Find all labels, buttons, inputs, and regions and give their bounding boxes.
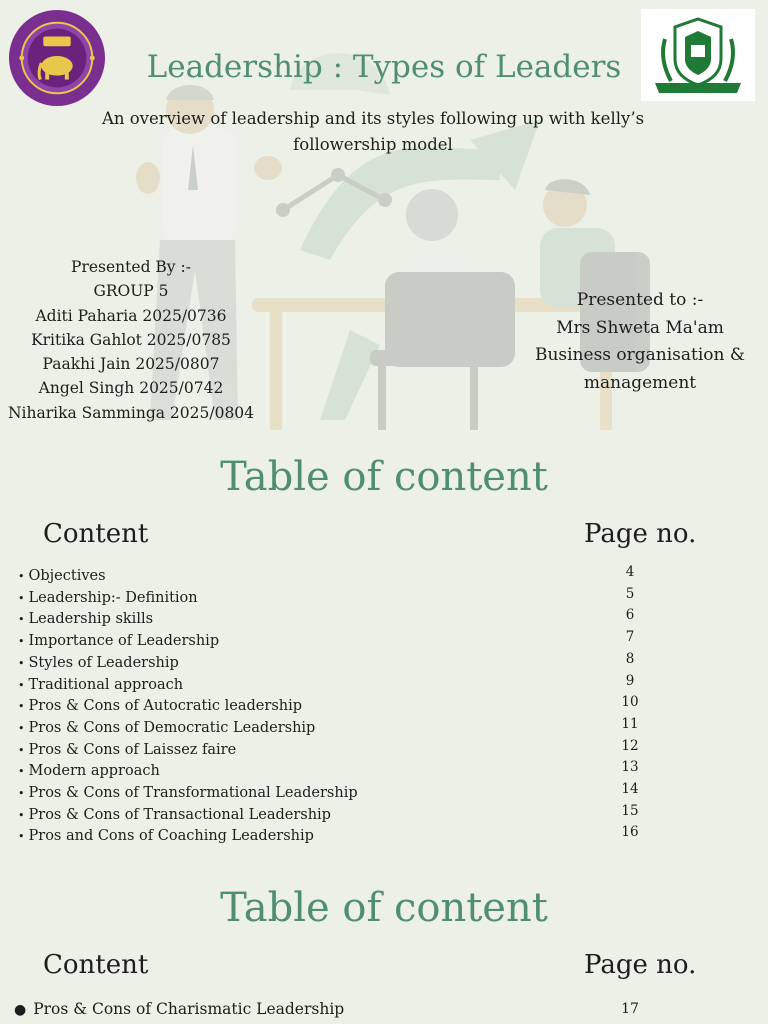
subtitle-line: followership model <box>293 135 453 154</box>
toc-item: • Pros & Cons of Transformational Leadership <box>18 783 358 805</box>
toc-item: • Pros & Cons of Autocratic leadership <box>18 696 358 718</box>
page-column-header: Page no. <box>584 519 697 549</box>
subject-line: Business organisation & <box>534 345 746 365</box>
toc-page-number: 17 <box>621 1001 639 1017</box>
toc-page-number: 11 <box>621 715 639 732</box>
toc-title: Table of content <box>220 885 548 931</box>
content-column-header: Content <box>43 950 149 980</box>
subject-line: management <box>583 372 697 393</box>
toc-title: Table of content <box>220 454 548 500</box>
toc-page-number: 12 <box>621 737 639 754</box>
toc-item: • Traditional approach <box>18 675 358 697</box>
teacher-name: Mrs Shweta Ma'am <box>556 317 724 338</box>
page-column-header: Page no. <box>584 950 697 980</box>
content-column-header: Content <box>43 519 149 549</box>
toc-item: • Pros and Cons of Coaching Leadership <box>18 826 358 848</box>
presentation-title: Leadership : Types of Leaders <box>146 49 622 85</box>
toc-item-label: Pros & Cons of Charismatic Leadership <box>33 1000 345 1018</box>
title-slide <box>0 0 768 432</box>
toc-item: • Styles of Leadership <box>18 653 358 675</box>
toc-page-number: 14 <box>621 781 639 798</box>
toc-page-number: 7 <box>625 629 635 646</box>
member-name: Angel Singh 2025/0742 <box>38 379 224 398</box>
toc-page-number: 16 <box>621 824 639 841</box>
toc-page-number: 5 <box>625 585 635 602</box>
member-name: Aditi Paharia 2025/0736 <box>35 306 227 325</box>
toc-item: • Modern approach <box>18 761 358 783</box>
toc-page-numbers <box>612 562 648 844</box>
presented-by-label: Presented By :- <box>71 258 191 276</box>
toc-item: • Pros & Cons of Laissez faire <box>18 740 358 762</box>
member-name: Paakhi Jain 2025/0807 <box>42 355 220 374</box>
toc-page-number: 15 <box>621 802 639 819</box>
group-name: GROUP 5 <box>93 282 169 301</box>
bullet-icon: ● <box>14 1002 27 1018</box>
toc-item <box>14 998 344 1021</box>
toc-item: • Pros & Cons of Democratic Leadership <box>18 718 358 740</box>
toc-item: • Leadership:- Definition <box>18 588 358 610</box>
subtitle-line: An overview of leadership and its styles following up with kelly’s <box>101 109 645 128</box>
toc-items-list <box>18 566 358 848</box>
presented-to-block <box>520 287 760 397</box>
toc-page-number: 6 <box>625 607 635 624</box>
toc-item: • Leadership skills <box>18 609 358 631</box>
toc-page-number: 13 <box>621 759 639 776</box>
member-name: Kritika Gahlot 2025/0785 <box>31 330 231 349</box>
toc-item: • Pros & Cons of Transactional Leadership <box>18 805 358 827</box>
toc-item: • Importance of Leadership <box>18 631 358 653</box>
presented-to-label: Presented to :- <box>576 290 704 310</box>
presented-by-block <box>0 255 262 425</box>
toc-page-number: 8 <box>625 650 635 667</box>
toc-page-number: 4 <box>625 564 635 580</box>
presentation-subtitle <box>60 106 686 158</box>
toc-item: • Objectives <box>18 566 358 588</box>
toc-page-number: 10 <box>621 694 639 711</box>
member-name: Niharika Samminga 2025/0804 <box>7 403 255 422</box>
toc-page-number: 9 <box>625 672 635 689</box>
